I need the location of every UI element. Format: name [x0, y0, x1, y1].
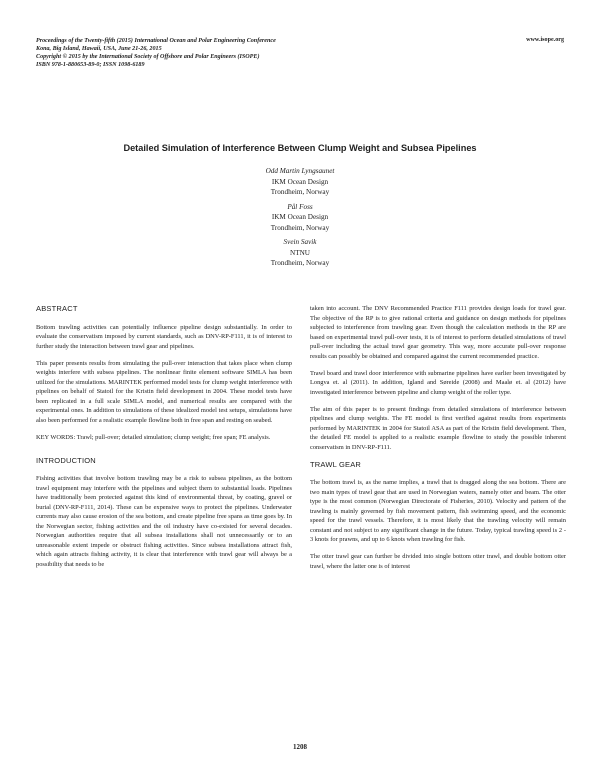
body-paragraph: Trawl board and trawl door interference with submarine pipelines have earlier been investigated by Longva et. al (2011). In addition, Igland and Søreide (2008) and Maalø et. al (2012) have investigated interference between pipeline and clump weight of the roller type. — [310, 369, 566, 396]
author-name: Svein Savik — [283, 238, 317, 246]
author-list — [36, 166, 564, 273]
author-city: Trondheim, Norway — [270, 259, 330, 267]
trawl-gear-paragraph: The otter trawl gear can further be divided into single bottom otter trawl, and double bottom otter trawl, where the latter one is of interest — [310, 553, 566, 570]
author-name: Odd Martin Lyngsaunet — [265, 167, 335, 175]
left-column — [36, 304, 292, 577]
introduction-heading: INTRODUCTION — [36, 455, 96, 465]
body-paragraph: The aim of this paper is to present findings from detailed simulations of interference between pipelines and clump weights. The FE model is first verified against results from experiments performed by MARINTEK in 2004 for Statoil ASA as part of the Kristin field development. Then, the detailed FE model is applied to a realistic example flowline to study the possible inherent conservatism in DNV-RP-F111. — [310, 405, 566, 451]
author-block — [36, 237, 564, 269]
body-paragraph: taken into account. The DNV Recommended Practice F111 provides design loads for trawl gear. The objective of the RP is to give rational criteria and guidance on design methods for pipelines subjected to interference from trawling gear. Even though the calculation methods in the RP are based on experimental trawl pull-over tests, it is of interest to perform detailed simulations of trawl pull-over including the actual trawl gear geometry. This way, more accurate pull-over response results can possibly be obtained and compared against the current recommended practice. — [310, 305, 566, 360]
trawl-gear-heading: TRAWL GEAR — [310, 459, 362, 469]
header-line: Copyright © 2015 by the International Society of Offshore and Polar Engineers (ISOPE) — [36, 54, 260, 60]
author-org: NTNU — [290, 248, 310, 257]
proceedings-header — [36, 37, 564, 69]
abstract-heading: ABSTRACT — [36, 304, 78, 313]
header-line: Proceedings of the Twenty-fifth (2015) International Ocean and Polar Engineering Conference — [36, 38, 276, 44]
header-line: ISBN 978-1-880653-89-0; ISSN 1098-6189 — [36, 62, 145, 68]
author-city: Trondheim, Norway — [270, 188, 330, 196]
website-link[interactable]: www.isope.org — [526, 37, 564, 43]
paper-title: Detailed Simulation of Interference Between Clump Weight and Subsea Pipelines — [123, 143, 477, 153]
author-org: IKM Ocean Design — [271, 213, 329, 221]
author-block — [36, 166, 564, 198]
author-city: Trondheim, Norway — [270, 223, 330, 232]
introduction-paragraph: Fishing activities that involve bottom trawling may be a risk to subsea pipelines, as the bottom trawl equipment may interfere with the pipelines and subject them to substantial loads. Pipelines have traditionally been protected against this kind of environmental threat, by coating, gravel or burial (DNV-RP-F111, 2014). These can be expensive ways to protect the pipelines. Underwater currents may also cause erosion of the sea bottom, and create pipeline free spans as time goes by. In the Norwegian sector, fishing activities and the oil industry have co-existed for several decades. Norwegian authorities require that all subsea installations shall not unnecessarily or to an unreasonable extent impede or obstruct fishing activities. Since subsea installations attract fish, which again attracts fishing activity, it is clear that interference with trawl gear will always be a possibility that needs to be — [36, 475, 292, 568]
author-org: IKM Ocean Design — [271, 177, 329, 186]
abstract-paragraph: Bottom trawling activities can potentially influence pipeline design substantially. In order to evaluate the conservatism imposed by current standards, such as DNV-RP-F111, it is of interest to further study the interaction between trawl gear and pipelines. — [36, 323, 292, 350]
author-name: Pål Foss — [287, 202, 313, 211]
right-column — [310, 304, 566, 579]
page-number: 1208 — [293, 743, 307, 751]
trawl-gear-paragraph: The bottom trawl is, as the name implies, a trawl that is dragged along the sea bottom. There are two main types of trawl gear that are used in Norwegian waters, namely otter and beam. The otter type is the most common (Norwegian Directorate of Fisheries, 2010). Velocity and pattern of the trawling is mainly governed by fish movement pattern, fish swimming speed, and the economic speed for the trawl vessels. Therefore, it is most likely that the trawling velocity will remain constant and not subject to any significant change in the future. Today, typical trawling speed is 2 - 3 knots for prawns, and up to 6 knots when trawling for fish. — [310, 479, 566, 543]
header-line: Kona, Big Island, Hawaii, USA, June 21-26, 2015 — [36, 46, 162, 52]
author-block — [36, 202, 564, 234]
abstract-paragraph: This paper presents results from simulating the pull-over interaction that takes place when clump weights interfere with subsea pipelines. The nonlinear finite element software SIMLA has been utilized for the simulations. MARINTEK performed model tests for clump weight interference with pipelines on behalf of Statoil for the Kristin field development in 2004. These model tests have been replicated in a full scale SIMLA model, and numerical results are compared with the experimental ones. In addition to simulations of these idealized model test setups, simulations have also been performed for a realistic example flowline both in free span and resting on seabed. — [36, 359, 292, 424]
keywords: KEY WORDS: Trawl; pull-over; detailed simulation; clump weight; free span; FE analysis. — [36, 433, 271, 441]
